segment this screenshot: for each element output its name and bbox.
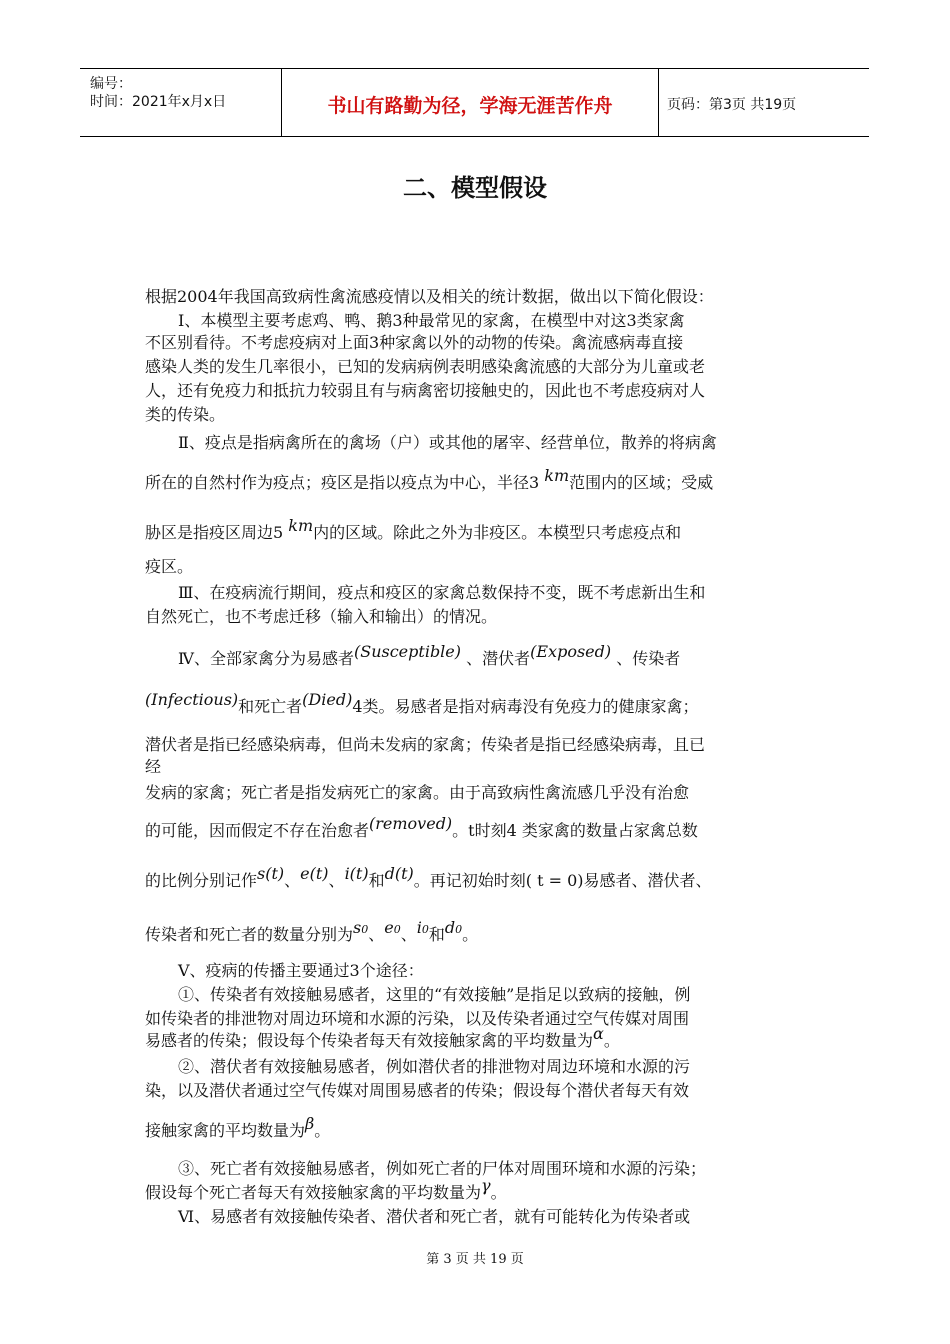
math-i0: i0 [416,918,429,937]
page-footer: 第 3 页 共 19 页 [426,1252,524,1267]
math-exposed: (Exposed) [530,642,612,661]
body-line: 如传染者的排泄物对周边环境和水源的污染，以及传染者通过空气传媒对周围 [145,1009,690,1028]
header-meta-cell [80,69,282,136]
intro-line: 根据2004年我国高致病性禽流感疫情以及相关的统计数据，做出以下简化假设： [145,287,714,306]
motto: 书山有路勤为径，学海无涯苦作舟 [327,95,613,117]
body-line: 潜伏者是指已经感染病毒，但尚未发病的家禽；传染者是指已经感染病毒，且已 [145,735,706,754]
page-header [80,68,869,137]
math-died: (Died) [302,690,353,709]
body-line: ③、死亡者有效接触易感者，例如死亡者的尸体对周围环境和水源的污染； [178,1159,707,1178]
math-d-t: d(t) [384,864,414,883]
body-line: 不区别看待。不考虑疫病对上面3种家禽以外的动物的传染。禽流感病毒直接 [145,333,684,352]
page-info: 页码：第3页 共19页 [667,97,797,113]
math-infectious: (Infectious) [145,690,239,709]
body-line: 染，以及潜伏者通过空气传媒对周围易感者的传染；假设每个潜伏者每天有效 [145,1081,690,1100]
math-susceptible: (Susceptible) [354,642,462,661]
body-line: 传染者和死亡者的数量分别为s0、e0、i0和d0。 [145,918,479,944]
header-motto-cell [282,69,659,136]
body-line: 自然死亡，也不考虑迁移（输入和输出）的情况。 [145,607,498,626]
body-line: 易感者的传染；假设每个传染者每天有效接触家禽的平均数量为α。 [145,1024,620,1050]
math-km: km [288,516,314,535]
body-line: 经 [145,757,162,776]
section-title: 二、模型假设 [403,174,547,202]
body-line: 胁区是指疫区周边5 km内的区域。除此之外为非疫区。本模型只考虑疫点和 [145,516,682,542]
body-line: Ⅰ、本模型主要考虑鸡、鸭、鹅3种最常见的家禽，在模型中对这3类家禽 [178,311,685,330]
math-alpha: α [593,1024,604,1043]
math-s-t: s(t) [257,864,285,883]
body-line: ②、潜伏者有效接触易感者，例如潜伏者的排泄物对周边环境和水源的污 [178,1057,691,1076]
body-line: 接触家禽的平均数量为β。 [145,1114,331,1140]
body-line: 人，还有免疫力和抵抗力较弱且有与病禽密切接触史的，因此也不考虑疫病对人 [145,381,706,400]
math-s0: s0 [353,918,369,937]
body-line: Ⅲ、在疫病流行期间，疫点和疫区的家禽总数保持不变，既不考虑新出生和 [178,583,706,602]
code-label: 编号： [90,76,132,92]
body-line: Ⅳ、全部家禽分为易感者(Susceptible) 、潜伏者(Exposed) 、传染者 [178,642,681,668]
date-label: 时间：2021年x月x日 [90,94,227,110]
math-beta: β [305,1114,315,1133]
body-line: Ⅴ、疫病的传播主要通过3个途径： [178,961,424,980]
math-removed: (removed) [369,814,453,833]
body-line: 假设每个死亡者每天有效接触家禽的平均数量为γ。 [145,1176,507,1202]
body-line: Ⅱ、疫点是指病禽所在的禽场（户）或其他的屠宰、经营单位，散养的将病禽 [178,433,717,452]
math-gamma: γ [481,1176,491,1195]
math-i-t: i(t) [344,864,369,883]
math-e-t: e(t) [300,864,329,883]
body-line: 的比例分别记作s(t)、e(t)、i(t)和d(t)。再记初始时刻( t = 0)易感者、潜伏者、 [145,864,712,890]
body-line: 疫区。 [145,557,194,576]
math-km: km [544,466,570,485]
header-page-cell [659,69,869,136]
body-line: 的可能，因而假定不存在治愈者(removed)。t时刻4 类家禽的数量占家禽总数 [145,814,698,840]
body-line: 发病的家禽；死亡者是指发病死亡的家禽。由于高致病性禽流感几乎没有治愈 [145,783,690,802]
body-line: 感染人类的发生几率很小，已知的发病病例表明感染禽流感的大部分为儿童或老 [145,357,706,376]
math-d0: d0 [444,918,463,937]
body-line: 类的传染。 [145,405,226,424]
body-line: Ⅵ、易感者有效接触传染者、潜伏者和死亡者，就有可能转化为传染者或 [178,1207,691,1226]
body-line: 所在的自然村作为疫点；疫区是指以疫点为中心，半径3 km范围内的区域；受威 [145,466,714,492]
math-e0: e0 [384,918,401,937]
body-line: (Infectious)和死亡者(Died)4类。易感者是指对病毒没有免疫力的健康家禽； [145,690,699,716]
body-line: ①、传染者有效接触易感者，这里的“有效接触”是指足以致病的接触，例 [178,985,691,1004]
